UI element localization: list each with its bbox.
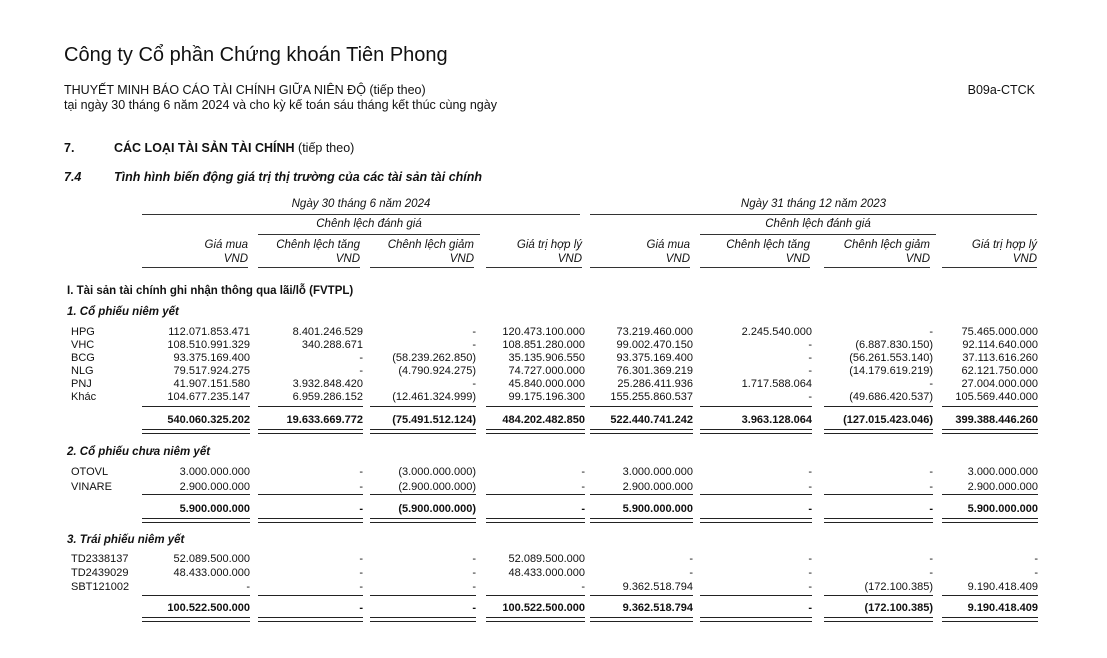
report-title: THUYẾT MINH BÁO CÁO TÀI CHÍNH GIỮA NIÊN ĐỘ (tiếp theo) xyxy=(64,83,426,97)
value-cell: - xyxy=(808,466,812,478)
value-cell: 35.135.906.550 xyxy=(508,352,585,364)
total-cell: - xyxy=(808,602,812,614)
value-cell: 92.114.640.000 xyxy=(962,339,1038,351)
total-cell: 9.362.518.794 xyxy=(622,602,693,614)
row-label: Khác xyxy=(71,391,97,403)
col-rule xyxy=(258,267,360,268)
total-cell: (127.015.423.046) xyxy=(843,414,933,426)
col-title: Giá mua xyxy=(646,239,690,251)
total-cell: (172.100.385) xyxy=(864,602,933,614)
subtotal-rule xyxy=(700,406,812,407)
value-cell: - xyxy=(929,481,933,493)
subtotal-rule xyxy=(258,494,363,495)
total-double-rule xyxy=(590,518,693,523)
subtotal-rule xyxy=(824,595,933,596)
row-label: PNJ xyxy=(71,378,92,390)
col-header-decrease-2024 xyxy=(370,238,474,266)
col-title: Chênh lệch giảm xyxy=(843,239,930,251)
value-cell: 1.717.588.064 xyxy=(741,378,812,390)
value-cell: (3.000.000.000) xyxy=(398,466,476,478)
group-title-text: 2. Cổ phiếu chưa niêm yết xyxy=(67,446,211,458)
total-cell: - xyxy=(581,503,585,515)
value-cell: - xyxy=(929,567,933,579)
report-period: tại ngày 30 tháng 6 năm 2024 và cho kỳ kế toán sáu tháng kết thúc cùng ngày xyxy=(64,98,497,112)
value-cell: (6.887.830.150) xyxy=(855,339,933,351)
subtotal-rule xyxy=(590,494,693,495)
col-title: Giá mua xyxy=(204,239,248,251)
fvtpl-section-title: I. Tài sản tài chính ghi nhận thông qua lãi/lỗ (FVTPL) xyxy=(67,285,354,297)
value-cell: 8.401.246.529 xyxy=(292,326,363,338)
period-2024-label: Ngày 30 tháng 6 năm 2024 xyxy=(291,198,431,210)
value-cell: 9.362.518.794 xyxy=(622,581,693,593)
section-title xyxy=(114,141,354,155)
row-label: NLG xyxy=(71,365,94,377)
value-cell: 120.473.100.000 xyxy=(502,326,585,338)
value-cell: - xyxy=(581,466,585,478)
value-cell: - xyxy=(929,378,933,390)
value-cell: 27.004.000.000 xyxy=(961,378,1038,390)
subtotal-rule xyxy=(142,406,250,407)
period-2024-rule xyxy=(142,214,580,215)
subtotal-rule xyxy=(142,595,250,596)
value-cell: 52.089.500.000 xyxy=(173,553,250,565)
col-title: Chênh lệch tăng xyxy=(276,239,360,251)
col-title: Chênh lệch giảm xyxy=(387,239,474,251)
value-cell: 52.089.500.000 xyxy=(508,553,585,565)
value-cell: - xyxy=(808,481,812,493)
value-cell: - xyxy=(808,567,812,579)
subtotal-rule xyxy=(486,494,585,495)
col-rule xyxy=(824,267,930,268)
value-cell: 112.071.853.471 xyxy=(168,326,250,338)
total-double-rule xyxy=(824,617,933,622)
value-cell: 6.959.286.152 xyxy=(292,391,363,403)
value-cell: 3.932.848.420 xyxy=(292,378,363,390)
total-cell: 5.900.000.000 xyxy=(967,503,1038,515)
subsection-number: 7.4 xyxy=(64,170,82,184)
group-title-unlisted-shares xyxy=(67,446,210,458)
col-title: Chênh lệch tăng xyxy=(726,239,810,251)
value-cell: 2.900.000.000 xyxy=(179,481,250,493)
subsection-title: Tình hình biến động giá trị thị trường của các tài sản tài chính xyxy=(114,170,483,184)
value-cell: - xyxy=(246,581,250,593)
col-header-fair-value-2024 xyxy=(486,238,582,266)
total-double-rule xyxy=(700,518,812,523)
total-double-rule xyxy=(486,617,585,622)
total-double-rule xyxy=(142,429,250,434)
col-unit: VND xyxy=(223,253,248,265)
value-cell: 37.113.616.260 xyxy=(962,352,1038,364)
col-title: Giá trị hợp lý xyxy=(516,239,582,251)
value-cell: 73.219.460.000 xyxy=(616,326,693,338)
total-cell: - xyxy=(929,503,933,515)
total-double-rule xyxy=(824,429,933,434)
total-cell: 522.440.741.242 xyxy=(610,414,693,426)
period-2023-label: Ngày 31 tháng 12 năm 2023 xyxy=(740,198,887,210)
subtotal-rule xyxy=(942,406,1038,407)
total-cell: 100.522.500.000 xyxy=(502,602,585,614)
value-cell: - xyxy=(929,466,933,478)
value-cell: 9.190.418.409 xyxy=(967,581,1038,593)
row-label: SBT121002 xyxy=(71,581,130,593)
table-row xyxy=(0,553,1107,566)
value-cell: (56.261.553.140) xyxy=(849,352,933,364)
total-cell: (75.491.512.124) xyxy=(392,414,476,426)
total-double-rule xyxy=(142,617,250,622)
subtotal-rule xyxy=(942,494,1038,495)
total-double-rule xyxy=(942,518,1038,523)
value-cell: 2.900.000.000 xyxy=(967,481,1038,493)
form-code: B09a-CTCK xyxy=(967,83,1035,97)
total-double-rule xyxy=(942,429,1038,434)
value-cell: 93.375.169.400 xyxy=(616,352,693,364)
col-rule xyxy=(942,267,1037,268)
row-label: OTOVL xyxy=(71,466,109,478)
subtotal-rule xyxy=(824,494,933,495)
value-cell: - xyxy=(359,553,363,565)
value-cell: 2.900.000.000 xyxy=(622,481,693,493)
value-cell: - xyxy=(472,339,476,351)
value-cell: 76.301.369.219 xyxy=(616,365,693,377)
col-header-cost-2023 xyxy=(590,238,690,266)
group-title-text: 1. Cổ phiếu niêm yết xyxy=(67,306,179,318)
total-double-rule xyxy=(370,518,476,523)
col-unit: VND xyxy=(449,253,474,265)
total-double-rule xyxy=(486,429,585,434)
subtotal-rule xyxy=(486,406,585,407)
diff-group-rule-2023 xyxy=(700,234,936,235)
subtotal-rule xyxy=(700,595,812,596)
subtotal-rule xyxy=(486,595,585,596)
value-cell: - xyxy=(808,553,812,565)
period-2023-rule xyxy=(590,214,1037,215)
subtotal-rule xyxy=(370,595,476,596)
value-cell: - xyxy=(472,567,476,579)
total-row xyxy=(0,414,1107,427)
value-cell: 62.121.750.000 xyxy=(961,365,1038,377)
col-unit: VND xyxy=(665,253,690,265)
total-cell: - xyxy=(472,602,476,614)
total-cell: 399.388.446.260 xyxy=(955,414,1038,426)
value-cell: 108.510.991.329 xyxy=(167,339,250,351)
total-cell: (5.900.000.000) xyxy=(398,503,476,515)
total-double-rule xyxy=(258,617,363,622)
total-double-rule xyxy=(590,617,693,622)
value-cell: (4.790.924.275) xyxy=(398,365,476,377)
value-cell: - xyxy=(689,553,693,565)
group-title-listed-shares xyxy=(67,306,179,318)
col-rule xyxy=(370,267,474,268)
table-row xyxy=(0,391,1107,404)
total-cell: 484.202.482.850 xyxy=(502,414,585,426)
total-double-rule xyxy=(700,617,812,622)
table-row xyxy=(0,581,1107,594)
value-cell: - xyxy=(359,481,363,493)
col-unit: VND xyxy=(1012,253,1037,265)
total-double-rule xyxy=(942,617,1038,622)
table-row xyxy=(0,352,1107,365)
col-header-increase-2024 xyxy=(258,238,360,266)
subtotal-rule xyxy=(142,494,250,495)
value-cell: - xyxy=(359,581,363,593)
value-cell: - xyxy=(929,326,933,338)
value-cell: - xyxy=(808,339,812,351)
value-cell: (172.100.385) xyxy=(864,581,933,593)
total-cell: - xyxy=(359,503,363,515)
value-cell: 104.677.235.147 xyxy=(167,391,250,403)
value-cell: 48.433.000.000 xyxy=(173,567,250,579)
subtotal-rule xyxy=(590,406,693,407)
total-double-rule xyxy=(486,518,585,523)
group-title-text: 3. Trái phiếu niêm yết xyxy=(67,534,185,546)
section-number: 7. xyxy=(64,141,75,155)
table-row xyxy=(0,481,1107,494)
value-cell: 79.517.924.275 xyxy=(173,365,250,377)
value-cell: 25.286.411.936 xyxy=(617,378,693,390)
value-cell: (49.686.420.537) xyxy=(849,391,933,403)
row-label: VHC xyxy=(71,339,95,351)
total-double-rule xyxy=(590,429,693,434)
row-label: BCG xyxy=(71,352,95,364)
value-cell: 3.000.000.000 xyxy=(622,466,693,478)
total-cell: 540.060.325.202 xyxy=(167,414,250,426)
col-unit: VND xyxy=(557,253,582,265)
subtotal-rule xyxy=(370,494,476,495)
table-row xyxy=(0,326,1107,339)
col-title: Giá trị hợp lý xyxy=(971,239,1037,251)
value-cell: 41.907.151.580 xyxy=(173,378,250,390)
total-double-rule xyxy=(258,518,363,523)
total-cell: 3.963.128.064 xyxy=(741,414,812,426)
table-row xyxy=(0,339,1107,352)
diff-group-label-2023: Chênh lệch đánh giá xyxy=(765,218,871,230)
value-cell: 2.245.540.000 xyxy=(741,326,812,338)
col-header-cost-2024 xyxy=(142,238,248,266)
value-cell: 74.727.000.000 xyxy=(508,365,585,377)
total-cell: - xyxy=(359,602,363,614)
value-cell: 340.288.671 xyxy=(301,339,363,351)
col-rule xyxy=(700,267,810,268)
value-cell: - xyxy=(472,378,476,390)
subtotal-rule xyxy=(258,406,363,407)
total-double-rule xyxy=(370,429,476,434)
table-row xyxy=(0,378,1107,391)
subtotal-rule xyxy=(942,595,1038,596)
subtotal-rule xyxy=(824,406,933,407)
total-double-rule xyxy=(824,518,933,523)
col-rule xyxy=(486,267,582,268)
value-cell: - xyxy=(808,581,812,593)
value-cell: 93.375.169.400 xyxy=(173,352,250,364)
total-cell: 100.522.500.000 xyxy=(167,602,250,614)
value-cell: 45.840.000.000 xyxy=(508,378,585,390)
diff-group-rule-2024 xyxy=(258,234,480,235)
value-cell: 155.255.860.537 xyxy=(610,391,693,403)
total-cell: 5.900.000.000 xyxy=(179,503,250,515)
value-cell: - xyxy=(808,352,812,364)
value-cell: 3.000.000.000 xyxy=(179,466,250,478)
value-cell: - xyxy=(472,553,476,565)
col-unit: VND xyxy=(335,253,360,265)
row-label: TD2338137 xyxy=(71,553,129,565)
total-row xyxy=(0,503,1107,516)
value-cell: 3.000.000.000 xyxy=(967,466,1038,478)
diff-group-label-2024: Chênh lệch đánh giá xyxy=(316,218,422,230)
total-double-rule xyxy=(142,518,250,523)
value-cell: 75.465.000.000 xyxy=(961,326,1038,338)
total-double-rule xyxy=(258,429,363,434)
value-cell: - xyxy=(1034,567,1038,579)
value-cell: - xyxy=(581,581,585,593)
row-label: VINARE xyxy=(71,481,112,493)
col-header-fair-value-2023 xyxy=(942,238,1037,266)
value-cell: - xyxy=(472,326,476,338)
value-cell: 99.175.196.300 xyxy=(508,391,585,403)
table-row xyxy=(0,466,1107,479)
section-title-suffix: (tiếp theo) xyxy=(294,141,355,155)
col-rule xyxy=(142,267,248,268)
value-cell: - xyxy=(689,567,693,579)
total-double-rule xyxy=(700,429,812,434)
col-header-increase-2023 xyxy=(700,238,810,266)
section-title-bold: CÁC LOẠI TÀI SẢN TÀI CHÍNH xyxy=(114,141,295,155)
value-cell: - xyxy=(808,391,812,403)
company-name: Công ty Cổ phần Chứng khoán Tiên Phong xyxy=(64,44,448,66)
table-row xyxy=(0,365,1107,378)
total-row xyxy=(0,602,1107,615)
value-cell: 99.002.470.150 xyxy=(616,339,693,351)
value-cell: - xyxy=(359,466,363,478)
row-label: TD2439029 xyxy=(71,567,129,579)
value-cell: - xyxy=(929,553,933,565)
value-cell: (58.239.262.850) xyxy=(392,352,476,364)
subtotal-rule xyxy=(370,406,476,407)
value-cell: 48.433.000.000 xyxy=(508,567,585,579)
value-cell: - xyxy=(1034,553,1038,565)
value-cell: (14.179.619.219) xyxy=(849,365,933,377)
col-header-decrease-2023 xyxy=(824,238,930,266)
value-cell: - xyxy=(808,365,812,377)
total-cell: 19.633.669.772 xyxy=(286,414,363,426)
value-cell: - xyxy=(359,567,363,579)
total-cell: - xyxy=(808,503,812,515)
total-cell: 9.190.418.409 xyxy=(967,602,1038,614)
total-cell: 5.900.000.000 xyxy=(622,503,693,515)
value-cell: - xyxy=(359,352,363,364)
value-cell: - xyxy=(359,365,363,377)
value-cell: 105.569.440.000 xyxy=(955,391,1038,403)
value-cell: 108.851.280.000 xyxy=(502,339,585,351)
col-unit: VND xyxy=(905,253,930,265)
table-row xyxy=(0,567,1107,580)
value-cell: (2.900.000.000) xyxy=(398,481,476,493)
subtotal-rule xyxy=(258,595,363,596)
value-cell: - xyxy=(472,581,476,593)
value-cell: - xyxy=(581,481,585,493)
total-double-rule xyxy=(370,617,476,622)
col-unit: VND xyxy=(785,253,810,265)
row-label: HPG xyxy=(71,326,95,338)
col-rule xyxy=(590,267,690,268)
subtotal-rule xyxy=(590,595,693,596)
group-title-listed-bonds xyxy=(67,534,184,546)
subtotal-rule xyxy=(700,494,812,495)
value-cell: (12.461.324.999) xyxy=(392,391,476,403)
